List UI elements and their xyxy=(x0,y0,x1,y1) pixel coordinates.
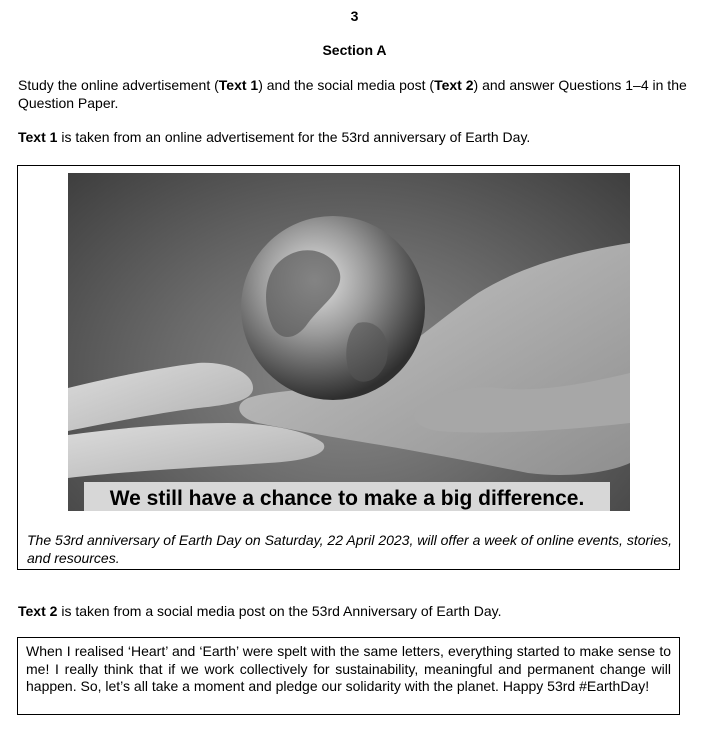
intro-text-part3: ) and answer Questions 1–4 in the Question Paper. xyxy=(18,77,687,111)
text2-label: Text 2 xyxy=(18,603,58,619)
social-media-post-box xyxy=(17,637,680,715)
social-media-post-text: When I realised ‘Heart’ and ‘Earth’ were spelt with the same letters, everything started to make sense to me! I really think that if we work collectively for sustainability, meaningful and permanent change will happen. So, let’s all take a moment and pledge our solidarity with the planet. Happy 53rd #EarthDay! xyxy=(26,643,671,694)
text1-label: Text 1 xyxy=(18,129,58,145)
advertisement-slogan: We still have a chance to make a big difference. xyxy=(84,482,610,511)
child-hand-upper-shape xyxy=(68,363,253,431)
intro-text-part1: Study the online advertisement ( xyxy=(18,77,219,93)
intro-paragraph xyxy=(18,76,690,112)
text1-intro xyxy=(18,128,690,146)
text2-description: is taken from a social media post on the 53rd Anniversary of Earth Day. xyxy=(57,603,502,619)
advertisement-caption: The 53rd anniversary of Earth Day on Saturday, 22 April 2023, will offer a week of online events, stories, and resources. xyxy=(27,532,672,566)
text2-intro xyxy=(18,602,690,620)
earth-in-hands-photo xyxy=(68,173,630,511)
intro-text2-ref: Text 2 xyxy=(434,77,474,93)
intro-text-part2: ) and the social media post ( xyxy=(258,77,435,93)
section-title: Section A xyxy=(322,42,387,58)
earth-hands-illustration xyxy=(68,173,630,511)
text1-description: is taken from an online advertisement for the 53rd anniversary of Earth Day. xyxy=(57,129,531,145)
child-hand-lower-shape xyxy=(68,423,324,478)
intro-text1-ref: Text 1 xyxy=(218,77,259,93)
page-number: 3 xyxy=(350,8,359,24)
advertisement-box xyxy=(17,165,680,570)
